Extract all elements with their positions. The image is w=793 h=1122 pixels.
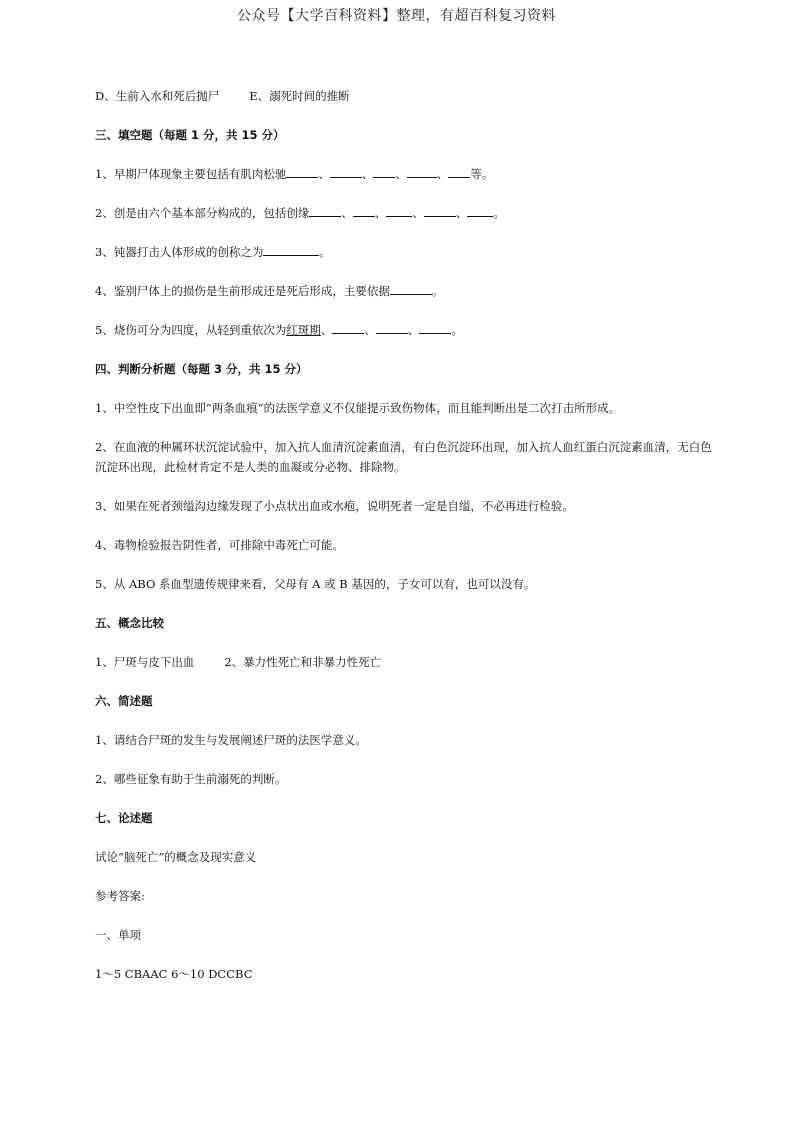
judge-question-1: 1、中空性皮下出血即“两条血痕”的法医学意义不仅能提示致伤物体，而且能判断出是二次打击所形成。 — [95, 401, 621, 415]
question-end: 。 — [431, 284, 444, 298]
separator: 、 — [320, 323, 333, 337]
answer-blank — [386, 205, 412, 217]
answer-blank — [407, 166, 437, 178]
concept-item-2: 2、暴力性死亡和非暴力性死亡 — [224, 655, 382, 669]
question-text: 5、烧伤可分为四度，从轻到重依次为 — [95, 323, 287, 337]
fill-question-1 — [95, 164, 715, 184]
question-end: 。 — [451, 323, 463, 337]
separator: 、 — [318, 167, 330, 181]
essay-question: 试论“脑死亡”的概念及现实意义 — [95, 850, 257, 864]
answer-blank — [390, 283, 432, 295]
judge-question-3: 3、如果在死者颈缢沟边缘发现了小点状出血或水疱，说明死者一定是自缢，不必再进行检验。 — [95, 499, 574, 513]
answer-blank — [330, 166, 362, 178]
option-e: E、溺死时间的推断 — [249, 89, 350, 103]
fill-question-3 — [95, 242, 715, 262]
question-end: 。 — [493, 206, 505, 220]
separator: 、 — [395, 167, 407, 181]
answer-blank — [448, 166, 470, 178]
section-heading-judgement: 四、判断分析题（每题 3 分，共 15 分） — [95, 362, 308, 376]
separator: 、 — [436, 167, 449, 181]
separator: 、 — [455, 206, 468, 220]
question-text: 4、鉴别尸体上的损伤是生前形成还是死后形成，主要依据 — [95, 284, 390, 298]
separator: 、 — [361, 167, 374, 181]
answer-blank — [467, 205, 493, 217]
section-heading-short-answer: 六、简述题 — [95, 694, 153, 708]
answer-blank — [332, 322, 364, 334]
judge-question-4: 4、毒物检验报告阴性者，可排除中毒死亡可能。 — [95, 538, 344, 552]
separator: 、 — [374, 206, 387, 220]
answer-blank — [373, 166, 395, 178]
answer-blank — [424, 205, 456, 217]
answer-blank — [376, 322, 408, 334]
option-d: D、生前入水和死后抛尸 — [95, 89, 220, 103]
separator: 、 — [412, 206, 424, 220]
answer-key-values: 1～5 CBAAC 6～10 DCCBC — [95, 967, 253, 981]
judge-question-2: 2、在血液的种属环状沉淀试验中，加入抗人血清沉淀素血清，有白色沉淀环出现，加入抗人血红蛋白沉淀素血清，无白色沉淀环出现，此检材肯定不是人类的血凝或分必物、排除物。 — [95, 440, 712, 474]
answer-blank — [309, 205, 341, 217]
answer-blank — [419, 322, 451, 334]
separator: 、 — [407, 323, 420, 337]
section-heading-fill-blank: 三、填空题（每题 1 分，共 15 分） — [95, 128, 285, 142]
short-answer-2: 2、哪些征象有助于生前溺死的判断。 — [95, 772, 287, 786]
document-body — [95, 86, 715, 1003]
separator: 、 — [364, 323, 376, 337]
answer-key-title: 参考答案: — [95, 889, 145, 903]
page-header: 公众号【大学百科资料】整理，有超百科复习资料 — [237, 8, 556, 24]
short-answer-1: 1、请结合尸斑的发生与发展阐述尸斑的法医学意义。 — [95, 733, 367, 747]
answer-blank — [353, 205, 375, 217]
section-heading-concept-compare: 五、概念比较 — [95, 616, 164, 630]
option-line-d-e — [95, 86, 715, 106]
separator: 、 — [341, 206, 353, 220]
fill-question-2 — [95, 203, 715, 223]
fill-question-4 — [95, 281, 715, 301]
question-text: 1、早期尸体现象主要包括有肌肉松驰 — [95, 167, 287, 181]
section-heading-essay: 七、论述题 — [95, 811, 153, 825]
answer-blank — [263, 244, 319, 256]
judge-question-5: 5、从 ABO 系血型遗传规律来看，父母有 A 或 B 基因的，子女可以有，也可以没有。 — [95, 577, 536, 591]
fill-question-5 — [95, 320, 715, 340]
question-text: 3、钝器打击人体形成的创称之为 — [95, 245, 264, 259]
question-text: 2、创是由六个基本部分构成的，包括创缘 — [95, 206, 310, 220]
answer-key-section: 一、单项 — [95, 928, 141, 942]
question-end: 等。 — [470, 167, 494, 181]
concept-item-1: 1、尸斑与皮下出血 — [95, 655, 195, 669]
underlined-answer: 红斑期 — [286, 323, 321, 337]
question-end: 。 — [319, 245, 331, 259]
concept-compare-items — [95, 652, 715, 672]
answer-blank — [286, 166, 318, 178]
